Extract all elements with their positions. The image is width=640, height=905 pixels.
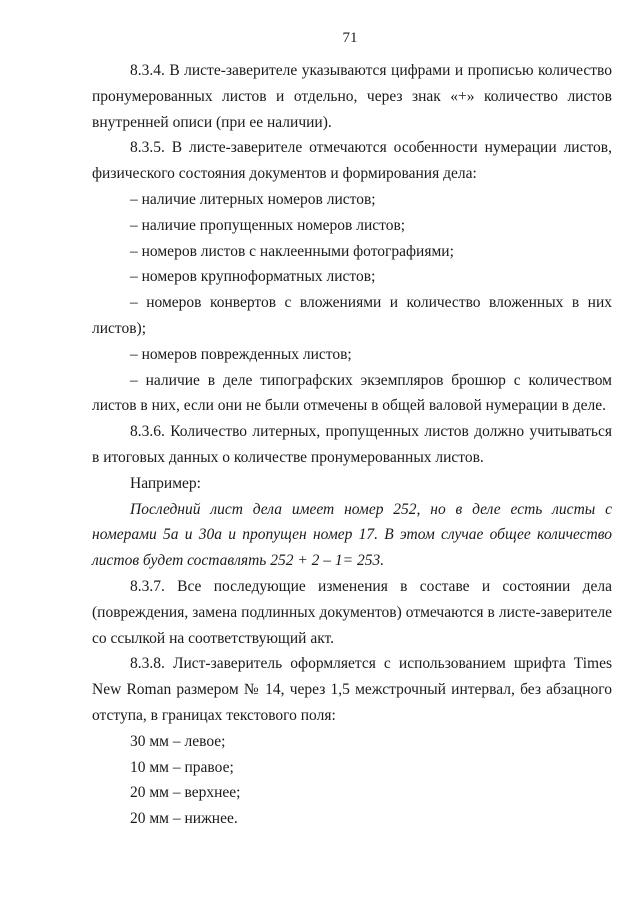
paragraph-8-3-8: 8.3.8. Лист-заверитель оформляется с использованием шрифта Times New Roman размером № 14, через 1,5 межстрочный интервал, без абзацного отступа, в границах текстового поля: bbox=[92, 655, 612, 724]
list-item: – номеров конвертов с вложениями и количество вложенных в них листов); bbox=[92, 294, 612, 337]
paragraph-8-3-4: 8.3.4. В листе-заверителе указываются цифрами и прописью количество пронумерованных листов и отдельно, через знак «+» количество листов внутренней описи (при ее наличии). bbox=[92, 62, 612, 131]
list-item: – номеров листов с наклеенными фотографиями; bbox=[130, 242, 454, 260]
margin-item: 20 мм – верхнее; bbox=[130, 784, 241, 802]
example-label: Например: bbox=[130, 474, 201, 492]
list-item: – номеров поврежденных листов; bbox=[130, 345, 352, 363]
example-text: Последний лист дела имеет номер 252, но в деле есть листы с номерами 5а и 30а и пропущен номер 17. В этом случае общее количество листов будет составлять 252 + 2 – 1= 253. bbox=[92, 500, 612, 570]
margin-item: 10 мм – правое; bbox=[130, 758, 234, 776]
paragraph-8-3-5: 8.3.5. В листе-заверителе отмечаются особенности нумерации листов, физического состояния документов и формирования дела: bbox=[92, 139, 612, 183]
paragraph-8-3-7: 8.3.7. Все последующие изменения в составе и состоянии дела (повреждения, замена подлинных документов) отмечаются в листе-заверителе со ссылкой на соответствующий акт. bbox=[92, 577, 612, 647]
list-item: – наличие пропущенных номеров листов; bbox=[130, 216, 406, 234]
list-item: – наличие литерных номеров листов; bbox=[130, 190, 376, 208]
margin-item: 20 мм – нижнее. bbox=[130, 810, 238, 828]
margin-item: 30 мм – левое; bbox=[130, 732, 226, 750]
list-item: – номеров крупноформатных листов; bbox=[130, 268, 376, 286]
list-item: – наличие в деле типографских экземпляров брошюр с количеством листов в них, если они не были отмечены в общей валовой нумерации в деле. bbox=[92, 371, 612, 415]
page-number: 71 bbox=[342, 30, 358, 46]
paragraph-8-3-6: 8.3.6. Количество литерных, пропущенных листов должно учитываться в итоговых данных о количестве пронумерованных листов. bbox=[92, 423, 612, 466]
document-body bbox=[92, 58, 612, 832]
